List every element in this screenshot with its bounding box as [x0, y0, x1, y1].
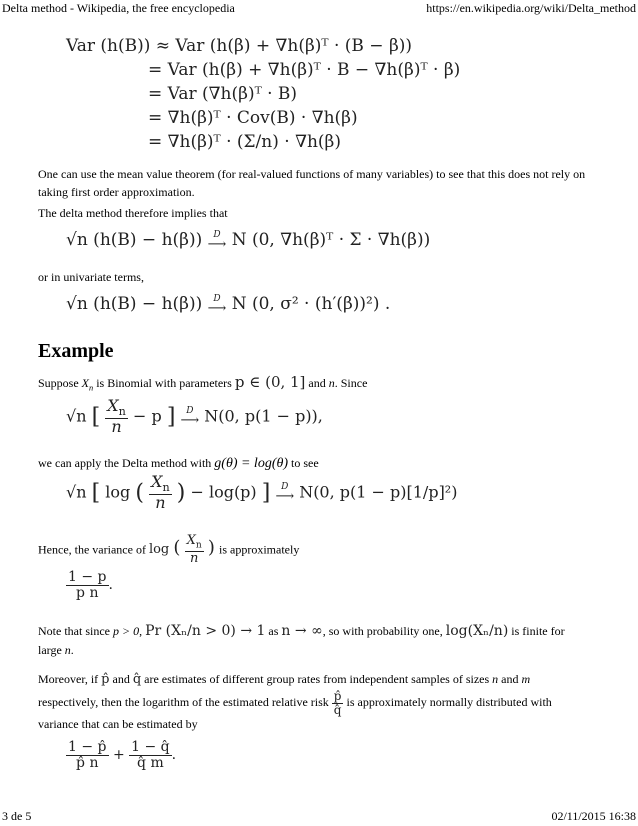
page-footer-pagenum: 3 de 5: [2, 809, 32, 823]
paragraph-delta-implies: The delta method therefore implies that: [38, 206, 228, 220]
paragraph-moreover: Moreover, if p̂ and q̂ are estimates of different group rates from independent samples of sizes n and m: [38, 672, 531, 687]
equation-uni-lhs: √n (h(B) − h(β)): [66, 294, 203, 314]
section-heading-example: Example: [38, 340, 114, 362]
variance-line-5: = ∇h(β)ᵀ · (Σ/n) · ∇h(β): [148, 132, 341, 152]
paragraph-suppose: Suppose $X_n$ is Binomial with parameters p ∈ (0, 1] and n. Since: [38, 373, 368, 393]
variance-line-2: = Var (h(β) + ∇h(β)ᵀ · B − ∇h(β)ᵀ · β): [148, 60, 461, 80]
equation-relative-risk-variance: $\frac{1 - p̂}{p̂ n}$ + $\frac{1 - q̂}{q̂ m}$ .: [68, 739, 177, 771]
paragraph-apply-delta: we can apply the Delta method with g(θ) = log(θ) to see: [38, 456, 319, 471]
equation-univariate: [66, 294, 390, 314]
fraction-xn-over-n: $\frac{X_n}{n}$: [107, 396, 126, 436]
relative-risk-fraction: $\frac{p̂}{q̂}$: [333, 689, 342, 717]
equation-variance-approx: $\frac{1 - p}{\text{p n}}$ .: [68, 569, 113, 601]
parameter-p-range: p ∈ (0, 1]: [234, 373, 306, 391]
paragraph-univariate: or in univariate terms,: [38, 270, 144, 284]
equation-uni-rhs: N (0, σ² · (h′(β))²) .: [231, 294, 391, 314]
equation-log: √n [ log ( $\frac{X_n}{n}$ ) − log(p) ] D ⟶ N(0, p(1 − p)[1/p]²): [66, 472, 458, 512]
paragraph-moreover-line3: variance that can be estimated by: [38, 717, 198, 731]
paragraph-moreover-line2: respectively, then the logarithm of the estimated relative risk $\frac{p̂}{q̂}$ is approximately normally distributed with: [38, 689, 552, 717]
log-xn-over-n: log ( $\frac{X_n}{n}$ ): [148, 533, 215, 567]
converges-in-distribution-arrow: D ⟶: [275, 481, 295, 505]
variance-line-3: = Var (∇h(β)ᵀ · B): [148, 84, 298, 104]
equation-binomial: √n [ $\frac{X_n}{n}$ − p ] D ⟶ N(0, p(1 − p)),: [66, 396, 323, 436]
variance-line-4: = ∇h(β)ᵀ · Cov(B) · ∇h(β): [148, 108, 358, 128]
converges-in-distribution-arrow: D ⟶: [207, 229, 227, 252]
variance-line-1: Var (h(B)) ≈ Var (h(β) + ∇h(β)ᵀ · (B − β)): [66, 36, 413, 56]
paragraph-note-since: Note that since p > 0, Pr (Xₙ/n > 0) → 1 as n → ∞, so with probability one, log(Xₙ/n) is finite for large n.: [38, 623, 565, 657]
equation-delta-lhs: √n (h(B) − h(β)): [66, 230, 203, 250]
paragraph-mean-value: One can use the mean value theorem (for real-valued functions of many variables) to see that this does not rely on taking first order approximation.: [38, 167, 586, 199]
converges-in-distribution-arrow: D ⟶: [207, 293, 227, 316]
g-definition: g(θ) = log(θ): [214, 456, 289, 471]
page-header-title: Delta method - Wikipedia, the free encyclopedia: [2, 1, 235, 15]
page-footer-datetime: 02/11/2015 16:38: [551, 809, 636, 823]
equation-delta-method: [66, 230, 430, 250]
page-header-url[interactable]: https://en.wikipedia.org/wiki/Delta_method: [426, 1, 636, 15]
converges-in-distribution-arrow: D ⟶: [180, 405, 200, 429]
equation-delta-rhs: N (0, ∇h(β)ᵀ · Σ · ∇h(β)): [231, 230, 431, 250]
paragraph-hence-variance: Hence, the variance of log ( $\frac{X_n}{n}$ ) is approximately: [38, 533, 300, 567]
